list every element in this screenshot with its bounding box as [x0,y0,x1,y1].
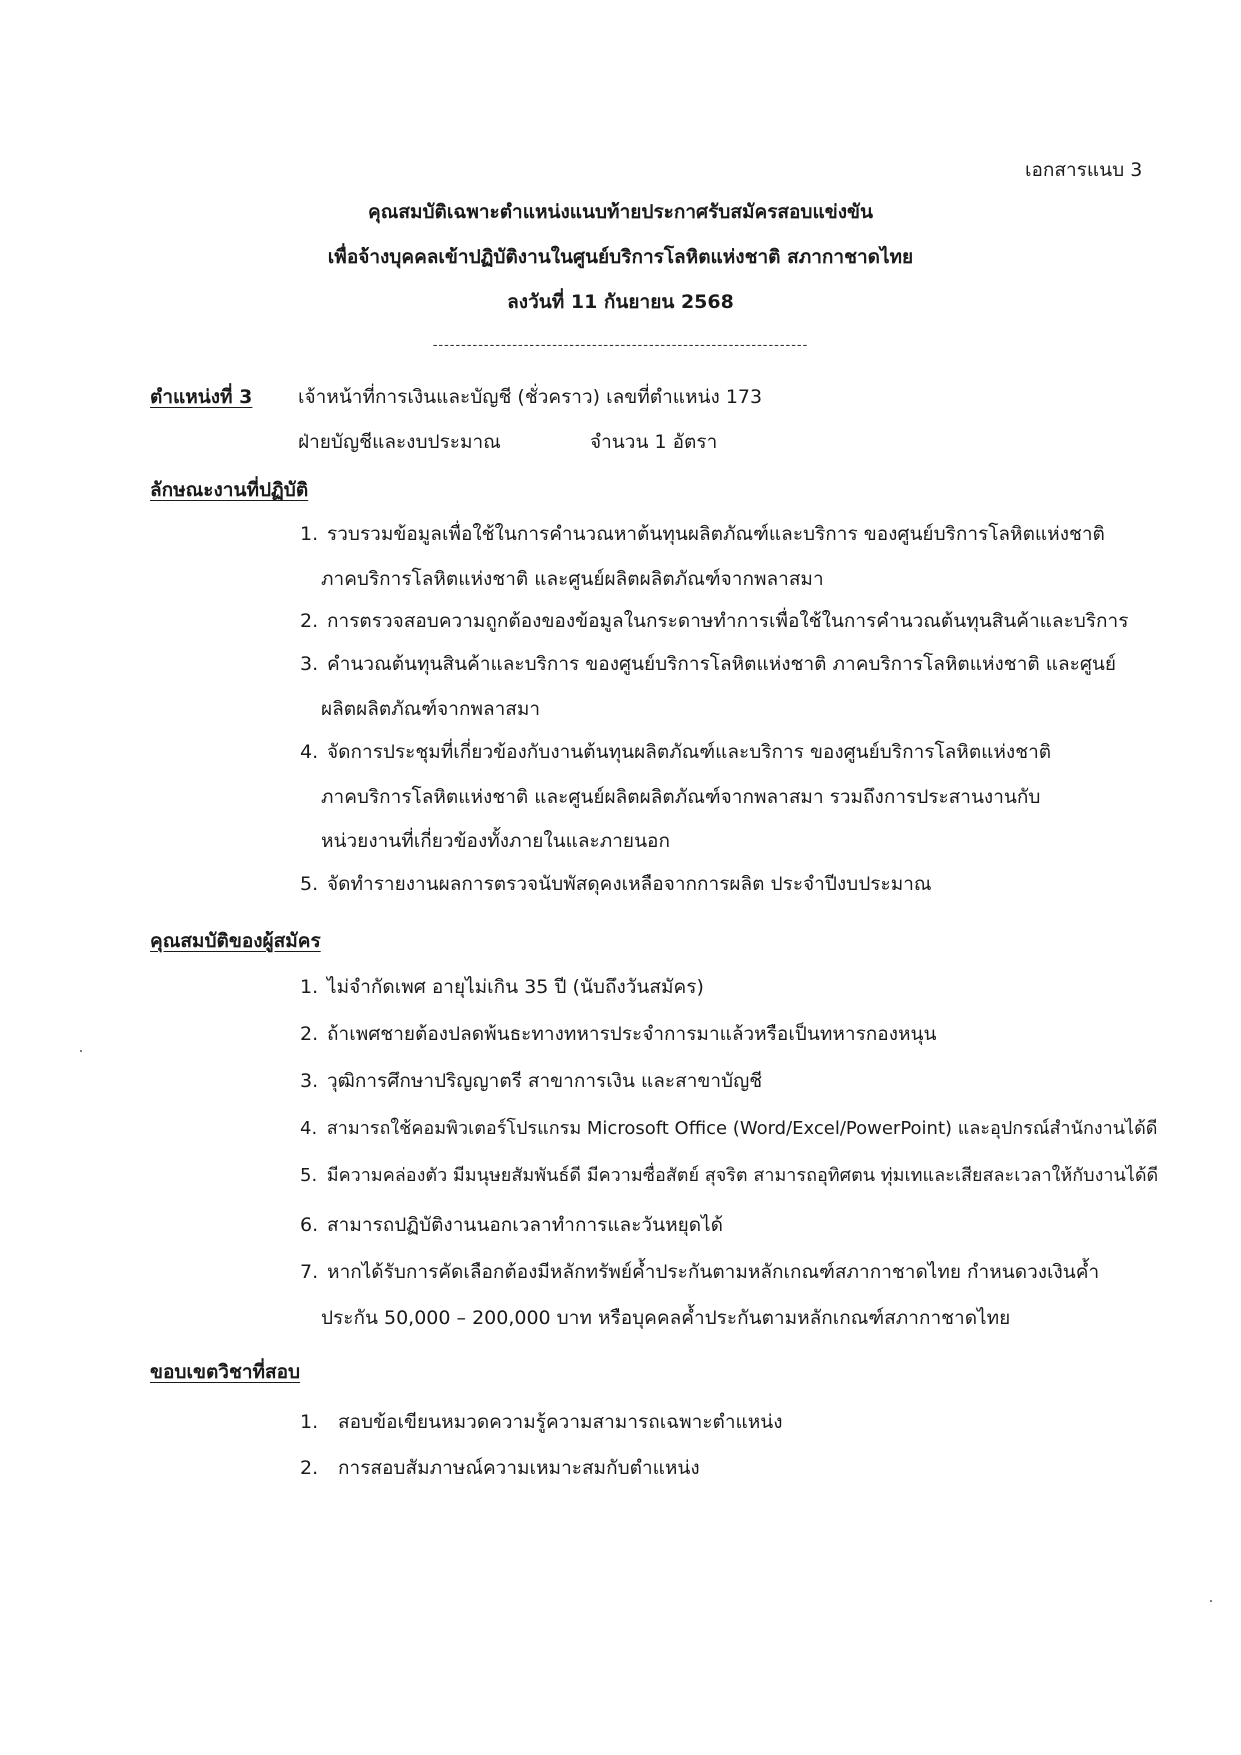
qualification-text: หากได้รับการคัดเลือกต้องมีหลักทรัพย์ค้ำประกันตามหลักเกณฑ์สภากาชาดไทย กำหนดวงเงินค้ำ [327,1261,1100,1283]
qualification-number: 5. [300,1165,318,1186]
exam-scope-heading: ขอบเขตวิชาที่สอบ [150,1361,301,1383]
qualification-item [300,1213,723,1237]
exam-scope-item [300,1456,700,1480]
qualification-number: 6. [300,1214,319,1236]
exam-scope-text: สอบข้อเขียนหมวดความรู้ความสามารถเฉพาะตำแหน่ง [338,1411,783,1433]
qualification-text: ถ้าเพศชายต้องปลดพ้นธะทางทหารประจำการมาแล้วหรือเป็นทหารกองหนุน [327,1023,937,1045]
duty-item [300,740,1051,764]
scan-speck [80,1050,82,1052]
qualifications-heading: คุณสมบัติของผู้สมัคร [150,930,321,952]
duty-number: 2. [300,610,319,632]
duty-text: การตรวจสอบความถูกต้องของข้อมูลในกระดาษทำการเพื่อใช้ในการคำนวณต้นทุนสินค้าและบริการ [327,610,1129,632]
header-line-3: ลงวันที่ 11 กันยายน 2568 [507,291,734,313]
duty-number: 3. [300,653,319,675]
position-label: ตำแหน่งที่ 3 [150,386,253,408]
duty-item [300,609,1128,633]
qualification-text-continued: ประกัน 50,000 – 200,000 บาท หรือบุคคลค้ำประกันตามหลักเกณฑ์สภากาชาดไทย [321,1307,1011,1329]
duty-text: จัดการประชุมที่เกี่ยวข้องกับงานต้นทุนผลิตภัณฑ์และบริการ ของศูนย์บริการโลหิตแห่งชาติ [327,741,1052,763]
qualification-number: 4. [300,1118,318,1139]
duty-number: 1. [300,523,319,545]
duty-text: จัดทำรายงานผลการตรวจนับพัสดุคงเหลือจากการผลิต ประจำปีงบประมาณ [327,873,932,895]
qualification-number: 3. [300,1070,319,1092]
position-department: ฝ่ายบัญชีและงบประมาณ [298,431,501,453]
duty-number: 4. [300,741,319,763]
qualification-item [300,1022,936,1046]
qualification-item [300,1164,1158,1188]
duty-item [300,522,1105,546]
position-title: เจ้าหน้าที่การเงินและบัญชี (ชั่วคราว) เลขที่ตำแหน่ง 173 [298,386,763,408]
scan-speck [1210,1600,1212,1602]
duty-text-continued: ผลิตผลิตภัณฑ์จากพลาสมา [321,698,541,720]
duty-text-continued: หน่วยงานที่เกี่ยวข้องทั้งภายในและภายนอก [321,830,670,852]
exam-scope-text: การสอบสัมภาษณ์ความเหมาะสมกับตำแหน่ง [338,1457,700,1479]
header-line-2: เพื่อจ้างบุคคลเข้าปฏิบัติงานในศูนย์บริการโลหิตแห่งชาติ สภากาชาดไทย [327,246,914,268]
qualification-text: มีความคล่องตัว มีมนุษยสัมพันธ์ดี มีความซื่อสัตย์ สุจริต สามารถอุทิศตน ทุ่มเทและเสียสละเวลาให้กับงานได้ดี [326,1165,1159,1186]
duty-text: คำนวณต้นทุนสินค้าและบริการ ของศูนย์บริการโลหิตแห่งชาติ ภาคบริการโลหิตแห่งชาติ และศูนย์ [327,653,1117,675]
qualification-item [300,1069,762,1093]
qualification-number: 7. [300,1261,319,1283]
qualification-text: สามารถใช้คอมพิวเตอร์โปรแกรม Microsoft Office (Word/Excel/PowerPoint) และอุปกรณ์สำนักงานได้ดี [326,1118,1158,1139]
exam-scope-number: 2. [300,1457,319,1479]
position-count: จำนวน 1 อัตรา [590,431,718,453]
qualification-item [300,975,704,999]
exam-scope-number: 1. [300,1411,319,1433]
duty-text-continued: ภาคบริการโลหิตแห่งชาติ และศูนย์ผลิตผลิตภัณฑ์จากพลาสมา รวมถึงการประสานงานกับ [321,786,1041,808]
header-line-1: คุณสมบัติเฉพาะตำแหน่งแนบท้ายประกาศรับสมัครสอบแข่งขัน [368,201,873,223]
duty-number: 5. [300,873,319,895]
qualification-text: ไม่จำกัดเพศ อายุไม่เกิน 35 ปี (นับถึงวันสมัคร) [327,976,704,998]
qualification-item [300,1260,1099,1284]
duty-text-continued: ภาคบริการโลหิตแห่งชาติ และศูนย์ผลิตผลิตภัณฑ์จากพลาสมา [321,568,824,590]
qualification-number: 2. [300,1023,319,1045]
duty-item [300,872,932,896]
header-separator: ------------------------------------------------------------------ [432,338,809,353]
qualification-item [300,1117,1158,1141]
exam-scope-item [300,1410,783,1434]
duties-heading: ลักษณะงานที่ปฏิบัติ [150,479,309,501]
duty-text: รวบรวมข้อมูลเพื่อใช้ในการคำนวณหาต้นทุนผลิตภัณฑ์และบริการ ของศูนย์บริการโลหิตแห่งชาติ [327,523,1105,545]
duty-item [300,652,1116,676]
qualification-text: วุฒิการศึกษาปริญญาตรี สาขาการเงิน และสาขาบัญชี [327,1070,763,1092]
qualification-text: สามารถปฏิบัติงานนอกเวลาทำการและวันหยุดได้ [327,1214,723,1236]
qualification-number: 1. [300,976,319,998]
attachment-label: เอกสารแนบ 3 [1025,159,1143,181]
